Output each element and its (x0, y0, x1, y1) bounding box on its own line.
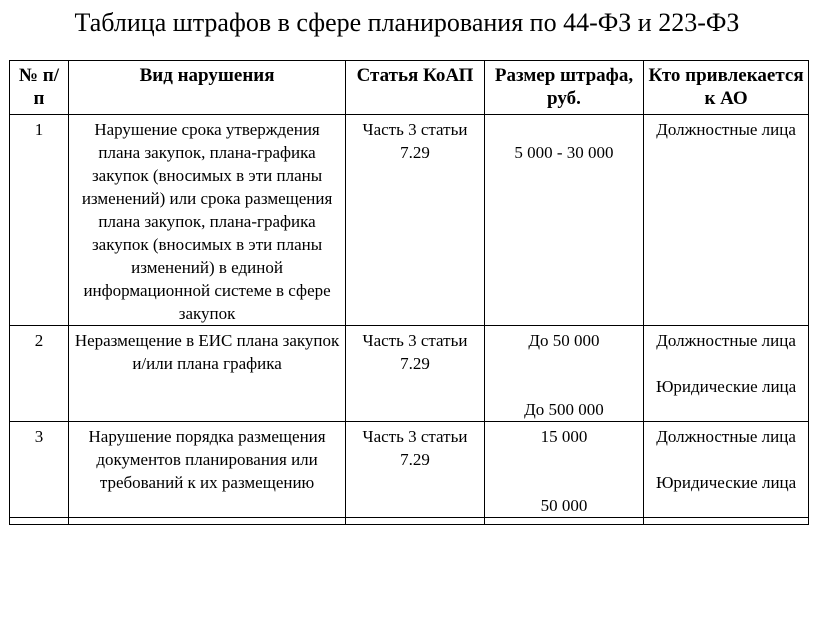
row-amount (484, 326, 643, 422)
row-who (644, 326, 809, 422)
fines-table (9, 60, 809, 525)
amount-value: До 50 000 (528, 331, 600, 350)
table-row (10, 115, 809, 326)
row-violation: Нарушение срока утверждения плана закупок, плана-графика закупок (вносимых в эти планы изменений) или срока размещения плана закупок, плана-графика закупок (вносимых в эти планы изменений) в единой информационной системе в сфере закупок (68, 115, 345, 326)
header-num: № п/п (10, 61, 69, 115)
who-value: Должностные лица (656, 427, 796, 446)
row-num: 2 (10, 326, 69, 422)
who-value: Юридические лица (655, 377, 797, 396)
row-article: Часть 3 статьи 7.29 (346, 115, 485, 326)
document-title: Таблица штрафов в сфере планирования по 44-ФЗ и 223-ФЗ (74, 8, 740, 37)
header-violation: Вид нарушения (68, 61, 345, 115)
amount-value: 5 000 - 30 000 (514, 143, 614, 162)
amount-value: 50 000 (540, 496, 588, 515)
row-violation: Нарушение порядка размещения документов планирования или требований к их размещению (68, 422, 345, 518)
row-amount (484, 115, 643, 326)
amount-value: До 500 000 (524, 400, 604, 419)
row-article: Часть 3 статьи 7.29 (346, 326, 485, 422)
table-row-cut (10, 518, 809, 525)
header-who: Кто привлекается к АО (644, 61, 809, 115)
table-row (10, 422, 809, 518)
header-article: Статья КоАП (346, 61, 485, 115)
row-who (644, 422, 809, 518)
who-value: Юридические лица (655, 473, 797, 492)
row-amount (484, 422, 643, 518)
row-num: 3 (10, 422, 69, 518)
who-value: Должностные лица (656, 331, 796, 350)
header-amount: Размер штрафа, руб. (484, 61, 643, 115)
row-article: Часть 3 статьи 7.29 (346, 422, 485, 518)
row-num: 1 (10, 115, 69, 326)
amount-value: 15 000 (540, 427, 588, 446)
row-who: Должностные лица (644, 115, 809, 326)
table-row (10, 326, 809, 422)
row-violation: Неразмещение в ЕИС плана закупок и/или плана графика (68, 326, 345, 422)
table-header-row (10, 61, 809, 115)
